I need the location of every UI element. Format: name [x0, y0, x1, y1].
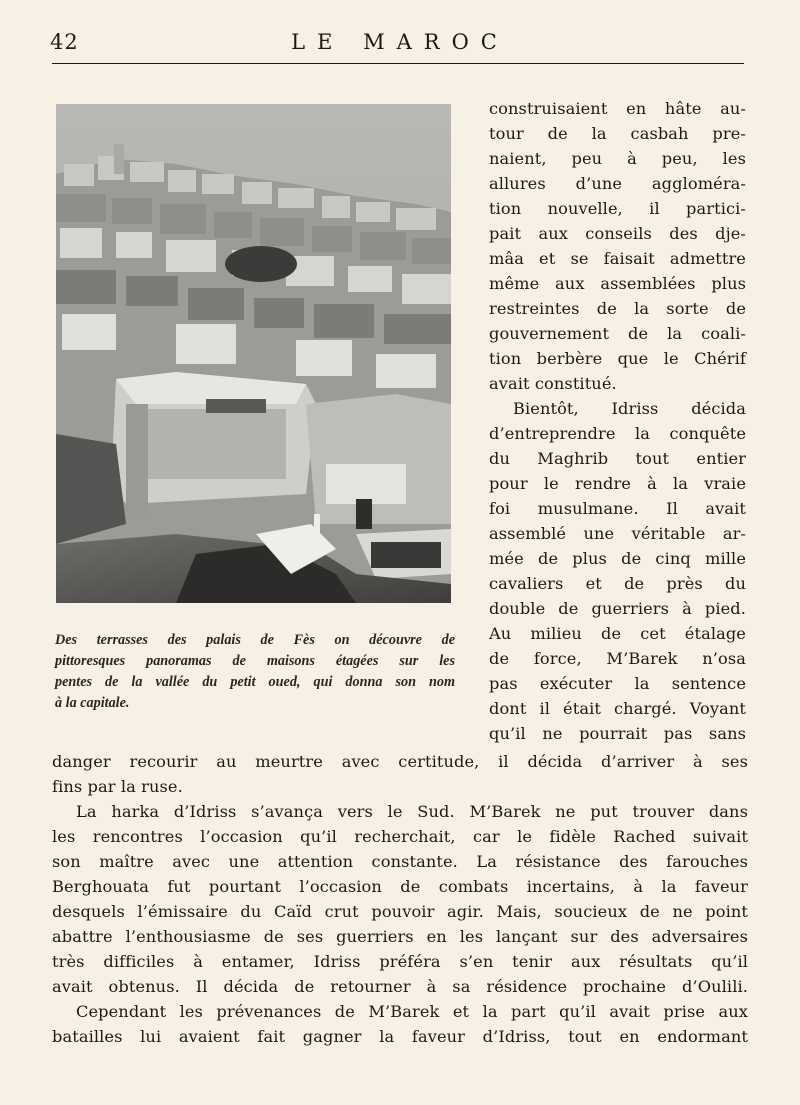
text-line: fins par la ruse.	[52, 777, 183, 796]
text-line: qu’il ne pourrait pas sans	[489, 724, 746, 743]
text-line: pait aux conseils des dje-	[489, 224, 746, 243]
text-line: Cependant les prévenances de M’Barek et la part qu’il avait prise aux	[76, 1002, 748, 1021]
text-line: assemblé une véritable ar-	[489, 524, 746, 543]
text-line: pas exécuter la sentence	[489, 674, 746, 693]
text-line: tion berbère que le Chérif	[489, 349, 746, 368]
figure-caption	[55, 630, 455, 714]
page-number: 42	[50, 30, 79, 54]
header-rule	[52, 63, 744, 64]
photo-illustration	[56, 104, 451, 603]
text-line: du Maghrib tout entier	[489, 449, 746, 468]
text-line: les rencontres l’occasion qu’il recherchait, car le fidèle Rached suivait	[52, 827, 748, 846]
text-line: de force, M’Barek n’osa	[489, 649, 746, 668]
text-line: mâa et se faisait admettre	[489, 249, 746, 268]
text-line: foi musulmane. Il avait	[489, 499, 746, 518]
caption-line: pittoresques panoramas de maisons étagées sur les	[55, 653, 455, 669]
text-line: cavaliers et de près du	[489, 574, 746, 593]
text-line: tour de la casbah pre-	[489, 124, 746, 143]
text-line: construisaient en hâte au-	[489, 99, 746, 118]
text-line: danger recourir au meurtre avec certitude, il décida d’arriver à ses	[52, 752, 748, 771]
running-title: LE MAROC	[291, 30, 509, 54]
text-line: Berghouata fut pourtant l’occasion de combats incertains, à la faveur	[52, 877, 748, 896]
caption-line: Des terrasses des palais de Fès on découvre de	[55, 632, 455, 648]
text-line: abattre l’enthousiasme de ses guerriers en les lançant sur des adversaires	[52, 927, 748, 946]
text-line: Au milieu de cet étalage	[489, 624, 746, 643]
text-line: avait constitué.	[489, 374, 617, 393]
text-line: même aux assemblées plus	[489, 274, 746, 293]
text-line: tion nouvelle, il partici-	[489, 199, 746, 218]
text-line: desquels l’émissaire du Caïd crut pouvoir agir. Mais, soucieux de ne point	[52, 902, 748, 921]
photo-fes-terraces	[56, 104, 451, 603]
text-line: pour le rendre à la vraie	[489, 474, 746, 493]
text-line: gouvernement de la coali-	[489, 324, 746, 343]
text-line: très difficiles à entamer, Idriss préféra s’en tenir aux résultats qu’il	[52, 952, 748, 971]
text-line: batailles lui avaient fait gagner la faveur d’Idriss, tout en endormant	[52, 1027, 748, 1046]
text-line: son maître avec une attention constante. La résistance des farouches	[52, 852, 748, 871]
caption-line: à la capitale.	[55, 695, 130, 711]
text-line: naient, peu à peu, les	[489, 149, 746, 168]
text-line: restreintes de la sorte de	[489, 299, 746, 318]
text-line: d’entreprendre la conquête	[489, 424, 746, 443]
text-line: La harka d’Idriss s’avança vers le Sud. M’Barek ne put trouver dans	[76, 802, 748, 821]
text-line: allures d’une aggloméra-	[489, 174, 746, 193]
text-line: Bientôt, Idriss décida	[513, 399, 746, 418]
caption-line: pentes de la vallée du petit oued, qui donna son nom	[55, 674, 455, 690]
text-line: avait obtenus. Il décida de retourner à sa résidence prochaine d’Oulili.	[52, 977, 748, 996]
text-line: mée de plus de cinq mille	[489, 549, 746, 568]
text-line: double de guerriers à pied.	[489, 599, 746, 618]
text-line: dont il était chargé. Voyant	[489, 699, 746, 718]
